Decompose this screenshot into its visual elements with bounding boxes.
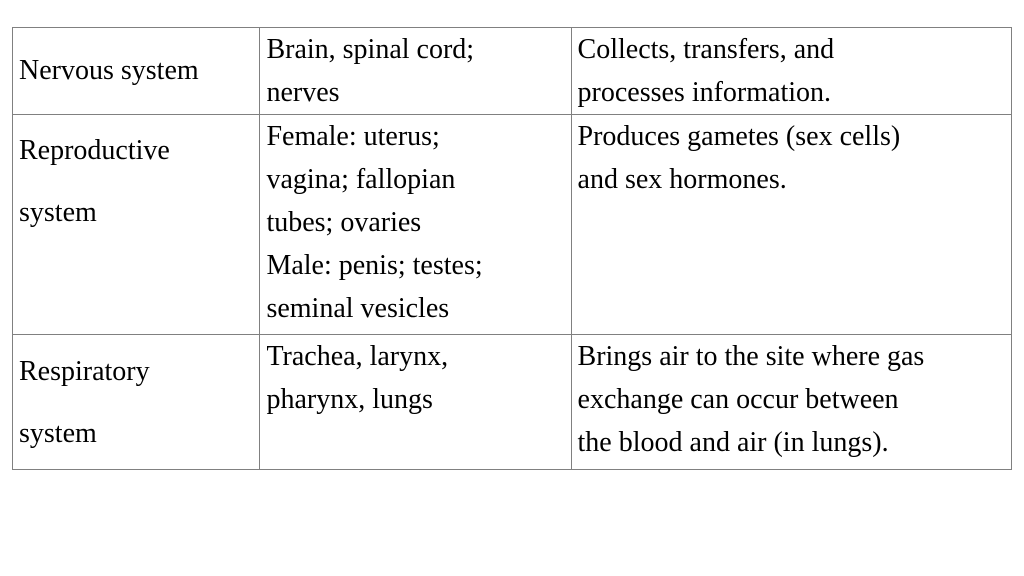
system-name-line: system bbox=[19, 418, 97, 449]
system-name-cell bbox=[13, 335, 260, 470]
organs-line: Male: penis; testes; bbox=[266, 250, 483, 281]
organs-line: Brain, spinal cord; bbox=[266, 34, 475, 65]
system-name-line: Nervous system bbox=[19, 55, 199, 86]
function-line: exchange can occur between bbox=[577, 384, 899, 415]
system-name-cell bbox=[13, 115, 260, 335]
table-row bbox=[13, 115, 1012, 335]
organs-cell bbox=[260, 28, 571, 115]
organs-cell bbox=[260, 115, 571, 335]
function-line: Collects, transfers, and bbox=[577, 34, 835, 65]
function-line: Produces gametes (sex cells) bbox=[577, 121, 901, 152]
organs-line: Female: uterus; bbox=[266, 121, 440, 152]
system-name-line: system bbox=[19, 197, 97, 228]
organs-line: pharynx, lungs bbox=[266, 384, 433, 415]
function-line: processes information. bbox=[577, 77, 832, 108]
function-cell bbox=[571, 115, 1011, 335]
system-name-cell bbox=[13, 28, 260, 115]
organs-line: Trachea, larynx, bbox=[266, 341, 449, 372]
table-row bbox=[13, 335, 1012, 470]
function-cell bbox=[571, 28, 1011, 115]
organs-line: vagina; fallopian bbox=[266, 164, 456, 195]
function-line: the blood and air (in lungs). bbox=[577, 427, 889, 458]
function-cell bbox=[571, 335, 1011, 470]
organs-line: tubes; ovaries bbox=[266, 207, 422, 238]
system-name-line: Reproductive bbox=[19, 135, 170, 166]
organs-cell bbox=[260, 335, 571, 470]
function-line: and sex hormones. bbox=[577, 164, 787, 195]
organs-line: seminal vesicles bbox=[266, 293, 450, 324]
organ-systems-table bbox=[12, 27, 1012, 470]
table-row bbox=[13, 28, 1012, 115]
system-name-line: Respiratory bbox=[19, 356, 150, 387]
function-line: Brings air to the site where gas bbox=[577, 341, 925, 372]
organs-line: nerves bbox=[266, 77, 340, 108]
